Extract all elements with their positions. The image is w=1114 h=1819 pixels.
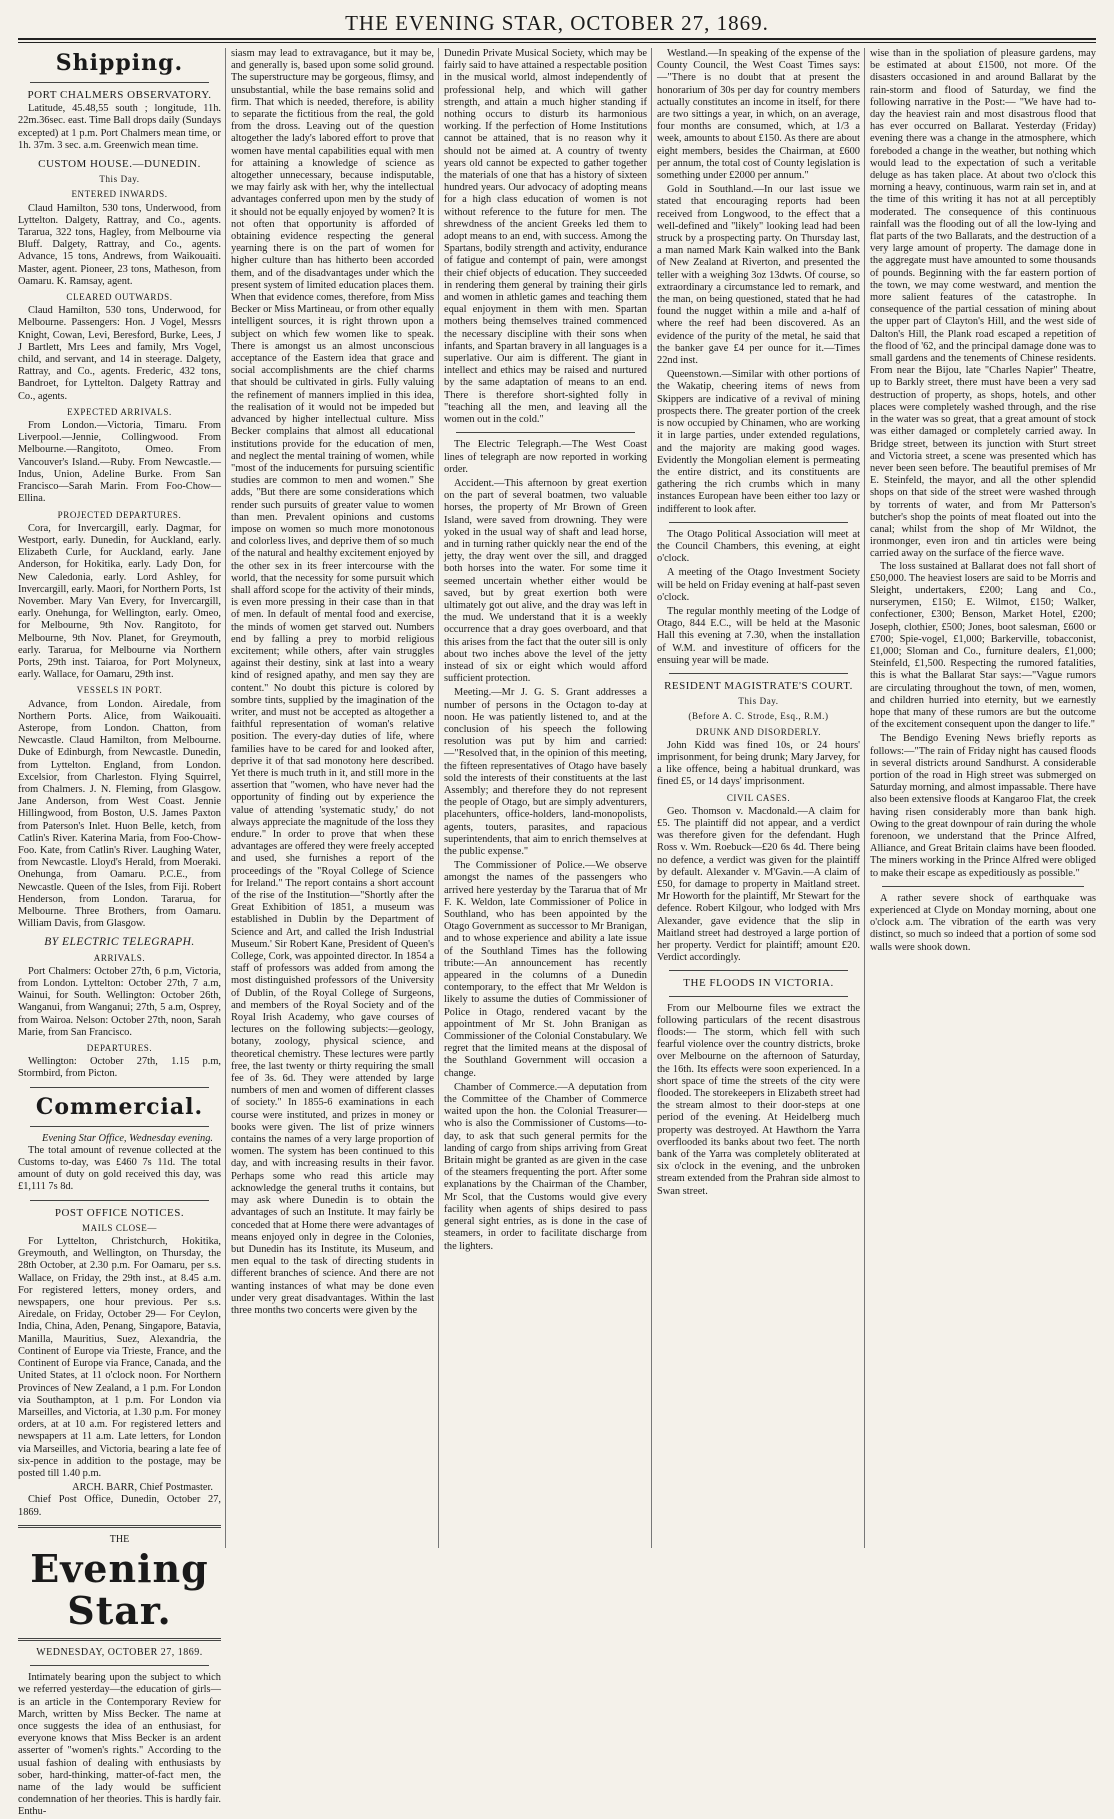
divider [30,82,209,83]
drunk-heading: DRUNK AND DISORDERLY. [695,726,822,737]
departures-heading: DEPARTURES. [86,1043,153,1054]
projected-heading: PROJECTED DEPARTURES. [57,509,182,520]
evening-star-title: Evening Star. [30,1545,209,1633]
column-divider [651,48,652,1548]
divider [30,1126,209,1127]
bendigo-text: The Bendigo Evening News briefly reports as follows:—"The rain of Friday night has caused floods in several districts around Sandhurst. A considerable portion of the road in High street was submerged on Saturday morning, and almost impassable. There have also been extensive floods at Kangaroo Flat, the creek having risen considerably more than bank high. Owing to the great downpour of rain during the whole forenoon, we understand that the Prince Alfred, Alliance, and Great Britain claims have been flooded. The miners working in the Prince Alfred were obliged to make their escape as expeditiously as possible." [870,733,1096,879]
post-office-line: Chief Post Office, Dunedin, October 27, 1869. [18,1494,221,1518]
columns [18,48,1096,1818]
divider [30,1665,209,1666]
floods-continued-text: wise than in the spoliation of pleasure gardens, may be estimated at about £1500, not more. Of the disasters occasioned in and around Ballarat by the rain-storm and flood of Saturday, we find the following narrative in the Post:— "We have had to-day the heaviest rain and most disastrous flood that has ever occurred on Ballarat. Yesterday (Friday) evening there was a change in the atmosphere, which foreboded a change in the weather, but nothing which would lead to the expectation of such a veritable deluge as has taken place. At about two o'clock this morning a heavy, continuous, warm rain set in, and at the time of this writing it has not at all perceptibly moderated. The consequence of this continuous rainfall was the flooding out of all the low-lying and flat parts of the two Ballarats, and the destruction of a very large amount of property. The damage done in the aggregate must have amounted to some thousands of pounds. Beginning with the far eastern portion of the town, we may come westward, and mention the more salient features of the catastrophe. In consequence of the partial cessation of mining about the upper part of Clayton's Hill, and the west side of Dalton's Hill, the Plank road escaped a repetition of the flood of '62, and the principal damage done was to small gardens and the tenements of Chinese residents. From near the Bijou, late "Charles Napier" Theatre, up to Barkly street, there must have been a very sad destruction of property, as shops, hotels, and other places were completely washed through, and the rise in the water was so great, that a great amount of stock was either damaged or completely carried away. In Bridge street, between its junction with Sturt street and Victoria street, a scene was presented which has never been seen before. The beautiful premises of Mr E. Steinfeld, the mayor, and all the other splendid shops on that side of the street were washed through by torrents of water, and from Mr Patterson's butcher's shop the points of meat floated out into the canal; whilst from the shop of Mr Wildnot, the ironmonger, even iron and tin articles were being carried away on the surface of the fierce wave. [870,48,1096,560]
expected-heading: EXPECTED ARRIVALS. [67,406,172,417]
civil-heading: CIVIL CASES. [726,792,791,803]
losses-text: The loss sustained at Ballarat does not fall short of £50,000. The heaviest losers are said to be Morris and Sleight, undertakers, £200; Lang and Co., nurserymen, £150; E. Wilmot, £150; Walker, confectioner, £300; Benson, Market Hotel, £200; Joseph, clothier, £500; Jones, boot salesman, £600 or £700; Spie-vogel, £1,000; Barkerville, tobacconist, £1,000; Sloman and Co., furniture dealers, £1,000; Steinfeld, £1,500. Respecting the rumored fatalities, this is what the Ballarat Star says:—"Vague rumors are circulating throughout the town, of men, women, and children hurried into eternity, but we earnestly hope that many of these rumors are but the outcome of the excitement consequent upon the danger to life." [870,560,1096,731]
divider [669,996,848,997]
divider [18,1638,221,1641]
divider [669,970,848,971]
editorial-continued-text: Dunedin Private Musical Society, which may be fairly said to have attained a respectable position in the musical world, almost independently of professional help, and which will gather strength, and attain a much higher standing if nothing occurs to disturb its harmonious working. If the perfection of Home Institutions cannot be attained, that is no reason why it should not be aimed at. A country of twenty years old cannot be expected to gather together the materials of one that has a history of sixteen hundred years. Our advocacy of adopting means for a high class education of women is not without reference to the future for men. The shrewdness of the ancient Greeks led them to adopt means to an end, with success. Among the Spartans, bodily strength and activity, endurance of fatigue and contempt of pain, were amongst their chief objects of education. They succeeded in rendering them general by training their girls and women in athletic games and teaching them equal enjoyment in them with men. Spartan mothers being themselves trained commenced the necessary discipline with their sons when infants, and Spartan bravery in all languages is a superlative. Our aim is different. The giant in intellect and ethics may be raised and nurtured by the same adaptation of means to an end. There is therefore short-sighted folly in "teaching all the men, and leaving all the women out in the cold." [444,48,647,426]
post-office-heading: POST OFFICE NOTICES. [54,1206,185,1219]
divider [30,1200,209,1201]
observatory-heading: PORT CHALMERS OBSERVATORY. [27,89,212,101]
column-5 [870,48,1096,1548]
court-day: This Day. [738,696,779,707]
gold-paragraph: Gold in Southland.—In our last issue we stated that encouraging reports had been received from Longwood, to the effect that a well-defined and "likely" looking lead had been struck by a prospecting party. On Thursday last, a man named Mark Kain walked into the Bank of New Zealand at Riverton, and presented the teller with a weighing 3oz 13dwts. Of course, so extraordinary a circumstance led to remark, and the man, on being questioned, stated that he had found the nugget within a mile and a-half of where the reef had been discovered. As an evidence of the purity of the metal, he said that the banker gave £4 per ounce for it.—Times 22nd inst. [657,184,860,367]
court-before: (Before A. C. Strode, Esq., R.M.) [688,711,829,722]
shipping-title: Shipping. [55,50,184,76]
divider [669,673,848,674]
commissioner-paragraph: The Commissioner of Police.—We observe amongst the names of the passengers who arrived here yesterday by the Tararua that of Mr F. K. Weldon, late Commissioner of Police in Southland, who has been appointed by the Otago Government as successor to Mr Branigan, and to whose experience and ability a late issue of the Southland Times has the following tribute:—An announcement has recently appeared in the columns of a Dunedin contemporary, to the effect that Mr Weldon is likely to assume the duties of Commissioner of Police in Otago, rendered vacant by the appointment of Mr St. John Branigan as Commissioner of the Colonial Constabulary. We regret that the limited means at the disposal of the Southland Government will occasion a change. [444,860,647,1079]
arrivals-heading: ARRIVALS. [93,952,146,963]
column-divider [438,48,439,1548]
cleared-heading: CLEARED OUTWARDS. [66,292,173,303]
meeting-paragraph: Meeting.—Mr J. G. S. Grant addresses a number of persons in the Octagon to-day at noon. He was patiently listened to, and at the conclusion of his speech the following resolution was put by him and carried:—"Resolved that, in the opinion of this meeting, the fifteen representatives of Otago have basely sold the interests of their constituents at the last Assembly; and therefore they do not represent the people of Otago, but are simply adventurers, placehunters, office-holders, land-monopolists, agents, touters, parasites, and rapacious superintendents, that aim to enrich themselves at the public expense." [444,687,647,857]
floods-text: From our Melbourne files we extract the following particulars of the recent disastrous floods:— The storm, which fell with such fearful violence over the country districts, broke over Melbourne on the afternoon of Saturday, the 16th. Its effects were soon experienced. In a short space of time the streets of the city were flooded. The storekeepers in Elizabeth street had the stream almost to their door-steps at one period of the evening. At Heidelberg much property was destroyed. At Hawthorn the Yarra overflooded its banks about two feet. The north bank of the Yarra was completely obliterated at six o'clock in the evening, and the unbroken stream extended from the Prahran side almost to Swan street. [657,1002,860,1197]
queenstown-paragraph: Queenstown.—Similar with other portions of the Wakatip, cheering items of news from Skippers are indicative of a revival of mining prospects there. The greater portion of the creek is now occupied by Chinamen, who are working it in large parties, under extended regulations, and the majority are making good wages. Evidently the Mongolian element is permeating the entire district, and its constituents are gathering the rich crumbs which in many instances European have been either too lazy or indifferent to look after. [657,369,860,515]
divider [456,432,635,433]
divider [18,1525,221,1528]
divider [882,886,1084,887]
expected-text: From London.—Victoria, Timaru. From Liverpool.—Jennie, Collingwood. From Melbourne.—Rangitoto, Omeo. From Vancouver's Island.—Ruby. From Newcastle.—Indus, Union, Adeline Burke. From San Francisco—Sarah Marin. From Foo-Chow—Ellina. [18,420,221,505]
post-signoff: ARCH. BARR, Chief Postmaster. [72,1482,213,1494]
mails-close-label: MAILS CLOSE— [82,1222,157,1233]
earthquake-paragraph: A rather severe shock of earthquake was experienced at Clyde on Monday morning, about one o'clock a.m. The vibration of the earth was very distinct, so much so indeed that a portion of some sod walls were shook down. [870,892,1096,953]
divider [669,522,848,523]
observatory-text: Latitude, 45.48,55 south ; longitude, 11h. 22m.36sec. east. Time Ball drops daily (Sundays excepted) at 1 p.m. Port Chalmers mean time, or 1h. 37m. 3 sec. a.m. Greenwich mean time. [18,103,221,151]
projected-text: Cora, for Invercargill, early. Dagmar, for Westport, early. Dunedin, for Auckland, early. Elizabeth Curle, for Auckland, early. Jane Anderson, for Hokitika, early. Lady Don, for New Caledonia, early. Lord Ashley, for Invercargill, early. Maori, for Northern Ports, 1st November. Mary Van Every, for Invercargill, early. Onehunga, for Wellington, early. Omeo, for Melbourne, 9th Nov. Rangitoto, for Melbourne, 9th Nov. Planet, for Greymouth, early. Tararua, for Melbourne via Northern Ports, 29th inst. Taiaroa, for Port Molyneux, early. Wallace, for Oamaru, 29th inst. [18,522,221,681]
westland-paragraph: Westland.—In speaking of the expense of the County Council, the West Coast Times says:—"There is no doubt that at present the honorarium of 30s per day for country members actually constitutes an income in itself, for there are two sittings a year, in which, on an average, four months are consumed, which, at 1/3 a week, amounts to about £150. As there are about eight members, besides the Chairman, at £600 per annum, the total cost of County legislation is something under £2000 per annum." [657,48,860,182]
telegraph-paragraph: The Electric Telegraph.—The West Coast lines of telegraph are now reported in working order. [444,439,647,475]
editorial-lead-text: Intimately bearing upon the subject to which we referred yesterday—the education of girls—is an article in the Contemporary Review for March, written by Miss Becker. The name at once suggests the idea of an enthusiast, for everyone knows that Miss Becker is an ardent asserter of "women's rights." According to the usual fashion of dealing with enthusiasts by sober, hard-thinking, matter-of-fact men, the name of the lady would be sufficient condemnation of her theories. This is hardly fair. Enthu- [18,1672,221,1818]
newspaper-page [18,8,1096,1818]
column-divider [864,48,865,1548]
commercial-title: Commercial. [35,1093,204,1120]
vessels-heading: VESSELS IN PORT. [76,685,163,696]
vessels-text: Advance, from London. Airedale, from Northern Ports. Alice, from Waikouaiti. Asterope, from London. Chatton, from Newcastle. Claud Hamilton, from Melbourne. Duke of Edinburgh, from Newcastle. Dunedin, from Lyttelton. England, from London. Excelsior, from Charleston. Flying Squirrel, from Chalmers. J. N. Fleming, from Glasgow. Jane Anderson, from West Coast. Jennie Hillingwood, from Boston, U.S. James Paxton from Paterson's Inlet. Huon Belle, ketch, from Catlin's River. Katerina Maria, from Foo-Chow-Foo. Kate, from Catlin's River. Laughing Water, from Newcastle. Lloyd's Herald, from Moeraki. Onehunga, from Oamaru. P.C.E., from Newcastle. Queen of the Isles, from Fiji. Robert Henderson, from London. Tararua, for Melbourne. Three Brothers, from Oamaru. William Davis, from Glasgow. [18,698,221,930]
column-3 [444,48,647,1548]
editorial-text: siasm may lead to extravagance, but it may be, and generally is, based upon some solid ground. The superstructure may be gorgeous, flimsy, and unsubstantial, while the base remains solid and firm. That which is needed, therefore, is ability to separate the fictitious from the real, the gold from the dross. Leaving out of the question altogether the lady's labored effort to prove that women have mental capabilities equal with men for attaining a knowledge of science as altogether unnecessary, because indisputable, we may fairly ask with her, why the intellectual advantages conferred upon men by the study of it should not be equally enjoyed by women? It is not often that opportunity is afforded of obtaining evidence respecting the general yearning there is on the part of women for higher culture than has hitherto been accorded them, and of the disadvantages under which the present system of limited education places them. When that evidence comes, therefore, from Miss Becker or Miss Martineau, or from other equally intelligent sources, it is right thrown upon a subject on which few women like to speak. There is amongst us an almost unconscious acceptance of the Eastern idea that grace and social accomplishments are the chief charms that should be cultivated in girls. Fully valuing the refinement of manners implied in this idea, the realisation of it would not be impeded but advanced by higher intellectual culture. Miss Becker complains that almost all educational institutions provide for the education of men, and neglect the mental training of women, while "most of the inducements for pursuing scientific studies are common to men and women." She adds, "But there are some considerations which render such pursuits of greater value to women than men. Prevalent opinions and customs impose on women so much more monotonous and colorless lives, and deprive them of so much of the natural and healthy excitement enjoyed by the other sex in its freer intercourse with the world, that the necessity for some pursuit which shall afford scope for the activity of their minds, is even more pressing in their case than in that of men. In default of mental food and exercise, the minds of women get starved out. Numbers end by falling a prey to morbid religious excitement; while others, after vain struggles against their destiny, sink at last into a weary kind of resigned apathy, and men say they are content." No doubt this picture is colored by sombre tints, supplied by the imagination of the writer, and must not be accepted as altogether a faithful representation of woman's relative position. The every-day duties of life, where families have to be cared for and looked after, deprive it of that sad monotony here described. Yet there is much truth in it, and still more in the assertion that "women, who have never had the opportunity of finding out by experience the value of attending 'systematic study,' do not always appreciate the magnitude of the loss they endure." In order to prove that when these advantages are offered they were freely accepted and used, she furnishes a report of the proceedings of the "Royal College of Science for Ireland." The report contains a short account of the rise of the Institution—"Shortly after the Great Exhibition of 1851, a museum was established in Dublin by the Department of Science and Art, and called the Irish Industrial Museum.' Sir Robert Kane, President of Queen's College, Cork, was appointed director. In 1854 a staff of professors was added from among the most distinguished professors of the University of Dublin, of the Royal College of Surgeons, and members of the Royal Society and of the Royal Irish Academy, who gave courses of lectures on the following subjects:—geology, botany, zoology, physical science, and theoretical chemistry. These lectures were partly free, the last twenty or thirty requiring the small fee of 3s. 6d. They were attended by large numbers of men and women of different classes of society." In 1855-6 examinations in each course were instituted, and prizes in money or books were given. The list of prize winners contains the names of a very large proportion of women. The system has been continued to this day, and with increasing results in their favor. Perhaps some who read this article may acknowledge the general truths it contains, but may ask where Dunedin is to obtain the advantages of such an Institute. It may fairly be conceded that at Home there were advantages of means enjoyed only in degree in the Colonies, but Dunedin has its Institute, its Museum, and men equal to the task of directing students in different branches of science. And there are not wanting instances of what may be done even under very great disadvantages. Within the last three months two concerts were given by the [231,48,434,1316]
arrivals-text: Port Chalmers: October 27th, 6 p.m, Victoria, from London. Lyttelton: October 27th, 7 a.m, Wainui, for South. Wellington: October 26th, Wanganui, from Wanganui; 27th, 5 a.m, Osprey, from Wairoa. Nelson: October 27th, noon, Sarah Marie, from San Francisco. [18,965,221,1038]
column-1 [18,48,221,1818]
column-4 [657,48,860,1548]
the-label: THE [109,1533,130,1545]
telegraph-heading: BY ELECTRIC TELEGRAPH. [44,936,195,949]
page-masthead: THE EVENING STAR, OCTOBER 27, 1869. [345,11,769,35]
column-2 [231,48,434,1548]
commercial-dateline: Evening Star Office, Wednesday evening. [41,1132,213,1144]
floods-heading: THE FLOODS IN VICTORIA. [683,977,834,990]
masthead-rule [18,38,1096,43]
civil-text: Geo. Thomson v. Macdonald.—A claim for £5. The plaintiff did not appear, and a verdict was therefore given for the defendant. Hugh Ross v. Wm. Roebuck—£20 6s 4d. There being no defence, a verdict was given for the plaintiff by default. Alexander v. M'Gavin.—A claim of £50, for damage to property in Maitland street. Mr Howorth for the plaintiff, Mr Stewart for the defence. Robert Kilgour, who lodged with Mrs Alexander, gave evidence that the slip in Maitland street had destroyed a large portion of her property. Verdict for plaintiff; amount £20. Verdict accordingly. [657,805,860,964]
accident-paragraph: Accident.—This afternoon by great exertion on the part of several boatmen, two valuable horses, the property of Mr Brown of Green Island, were saved from drowning. They were yoked in the usual way of shaft and lead horse, and in turning rather quickly near the end of the jetty, the dray went over the sill, and dragged both horses into the water. For some time it seemed uncertain whether either would be saved, but by great exertion both were ultimately got out alive, and the dray was left in the mud. We understand that it is a weekly occurrence that a dray goes overboard, and that this arises from the fact that the outer sill is only about two inches above the level of the jetty instead of six or eight which would afford sufficient protection. [444,477,647,685]
departures-text: Wellington: October 27th, 1.15 p.m, Stormbird, from Picton. [18,1056,221,1080]
divider [30,1087,209,1088]
customs-heading: CUSTOM HOUSE.—DUNEDIN. [38,158,201,171]
editorial-dateline: WEDNESDAY, OCTOBER 27, 1869. [36,1646,203,1658]
cleared-text: Claud Hamilton, 530 tons, Underwood, for Melbourne. Passengers: Hon. J Vogel, Messrs Knight, Cowan, Levi, Beresford, Burke, Lees, J J Bartlett, Mrs Lees and family, Mrs Vogel, child, and servant, and 14 in steerage. Dalgety, Rattray, and Co., agents. Frederic, 432 tons, Bandroet, for Lyttelton. Dalgety Rattray and Co., agents. [18,305,221,402]
drunk-text: John Kidd was fined 10s, or 24 hours' imprisonment, for being drunk; Mary Jarvey, for a like offence, being a habitual drunkard, was fined £5, or 14 days' imprisonment. [657,739,860,788]
lodge-paragraph: The regular monthly meeting of the Lodge of Otago, 844 E.C., will be held at the Masonic Hall this evening at 7.30, when the installation of W.M. and investiture of officers for the ensuing year will be made. [657,605,860,666]
court-heading: RESIDENT MAGISTRATE'S COURT. [664,679,853,692]
commercial-text: The total amount of revenue collected at the Customs to-day, was £460 7s 11d. The total amount of duty on gold received this day, was £1,111 7s 8d. [18,1144,221,1193]
investment-paragraph: A meeting of the Otago Investment Society will be held on Friday evening at half-past seven o'clock. [657,567,860,603]
customs-day: This Day. [99,174,140,185]
entered-heading: ENTERED INWARDS. [71,189,168,200]
entered-text: Claud Hamilton, 530 tons, Underwood, from Lyttelton. Dalgety, Rattray, and Co., agents. Tararua, 322 tons, Hagley, from Melbourne via Bluff. Dalgety, Rattray, and Co., agents. Advance, 15 tons, Andrews, from Waikouaiti. Master, agent. Pioneer, 23 tons, Matheson, from Oamaru. K. Ramsay, agent. [18,202,221,287]
chamber-paragraph: Chamber of Commerce.—A deputation from the Committee of the Chamber of Commerce waited upon the hon. the Colonial Treasurer—who is also the Commissioner of Customs—to-day, to ask that such general permits for the landing of cargo from ships arriving from Great Britain might be granted as are given in the case of the steamers frequenting the port. After some explanations by the Chairman of the Chamber, Mr Scol, that the Customs would give every facility when agents of ships desired to pass general sight entries, as is done in the case of steamers, in order to facilitate discharge from the lighters. [444,1081,647,1252]
political-paragraph: The Otago Political Association will meet at the Council Chambers, this evening, at eight o'clock. [657,528,860,565]
column-divider [225,48,226,1548]
post-office-text: For Lyttelton, Christchurch, Hokitika, Greymouth, and Wellington, on Thursday, the 28th October, at 2.30 p.m. For Oamaru, per s.s. Wallace, on Friday, the 29th inst., at 8.45 a.m. For registered letters, money orders, and newspapers, one hour previous. Per s.s. Airedale, on Friday, October 29— For Ceylon, India, China, Aden, Penang, Singapore, Batavia, Manilla, Mauritius, Suez, Alexandria, the Continent of Europe via Trieste, France, and the Continent of Europe via France, Canada, and the United States, at 11 o'clock noon. For Northern Provinces of New Zealand, a 1 p.m. For London via Southampton, at 1 p.m. For London via Marseilles, and Victoria, at 1.30 p.m. For money orders, at at 10 a.m. For registered letters and newspapers at 11 a.m. Late letters, for London via Marseilles, and Victoria, bearing a late fee of six-pence in addition to the postage, may be posted till 1.40 p.m. [18,1236,221,1479]
